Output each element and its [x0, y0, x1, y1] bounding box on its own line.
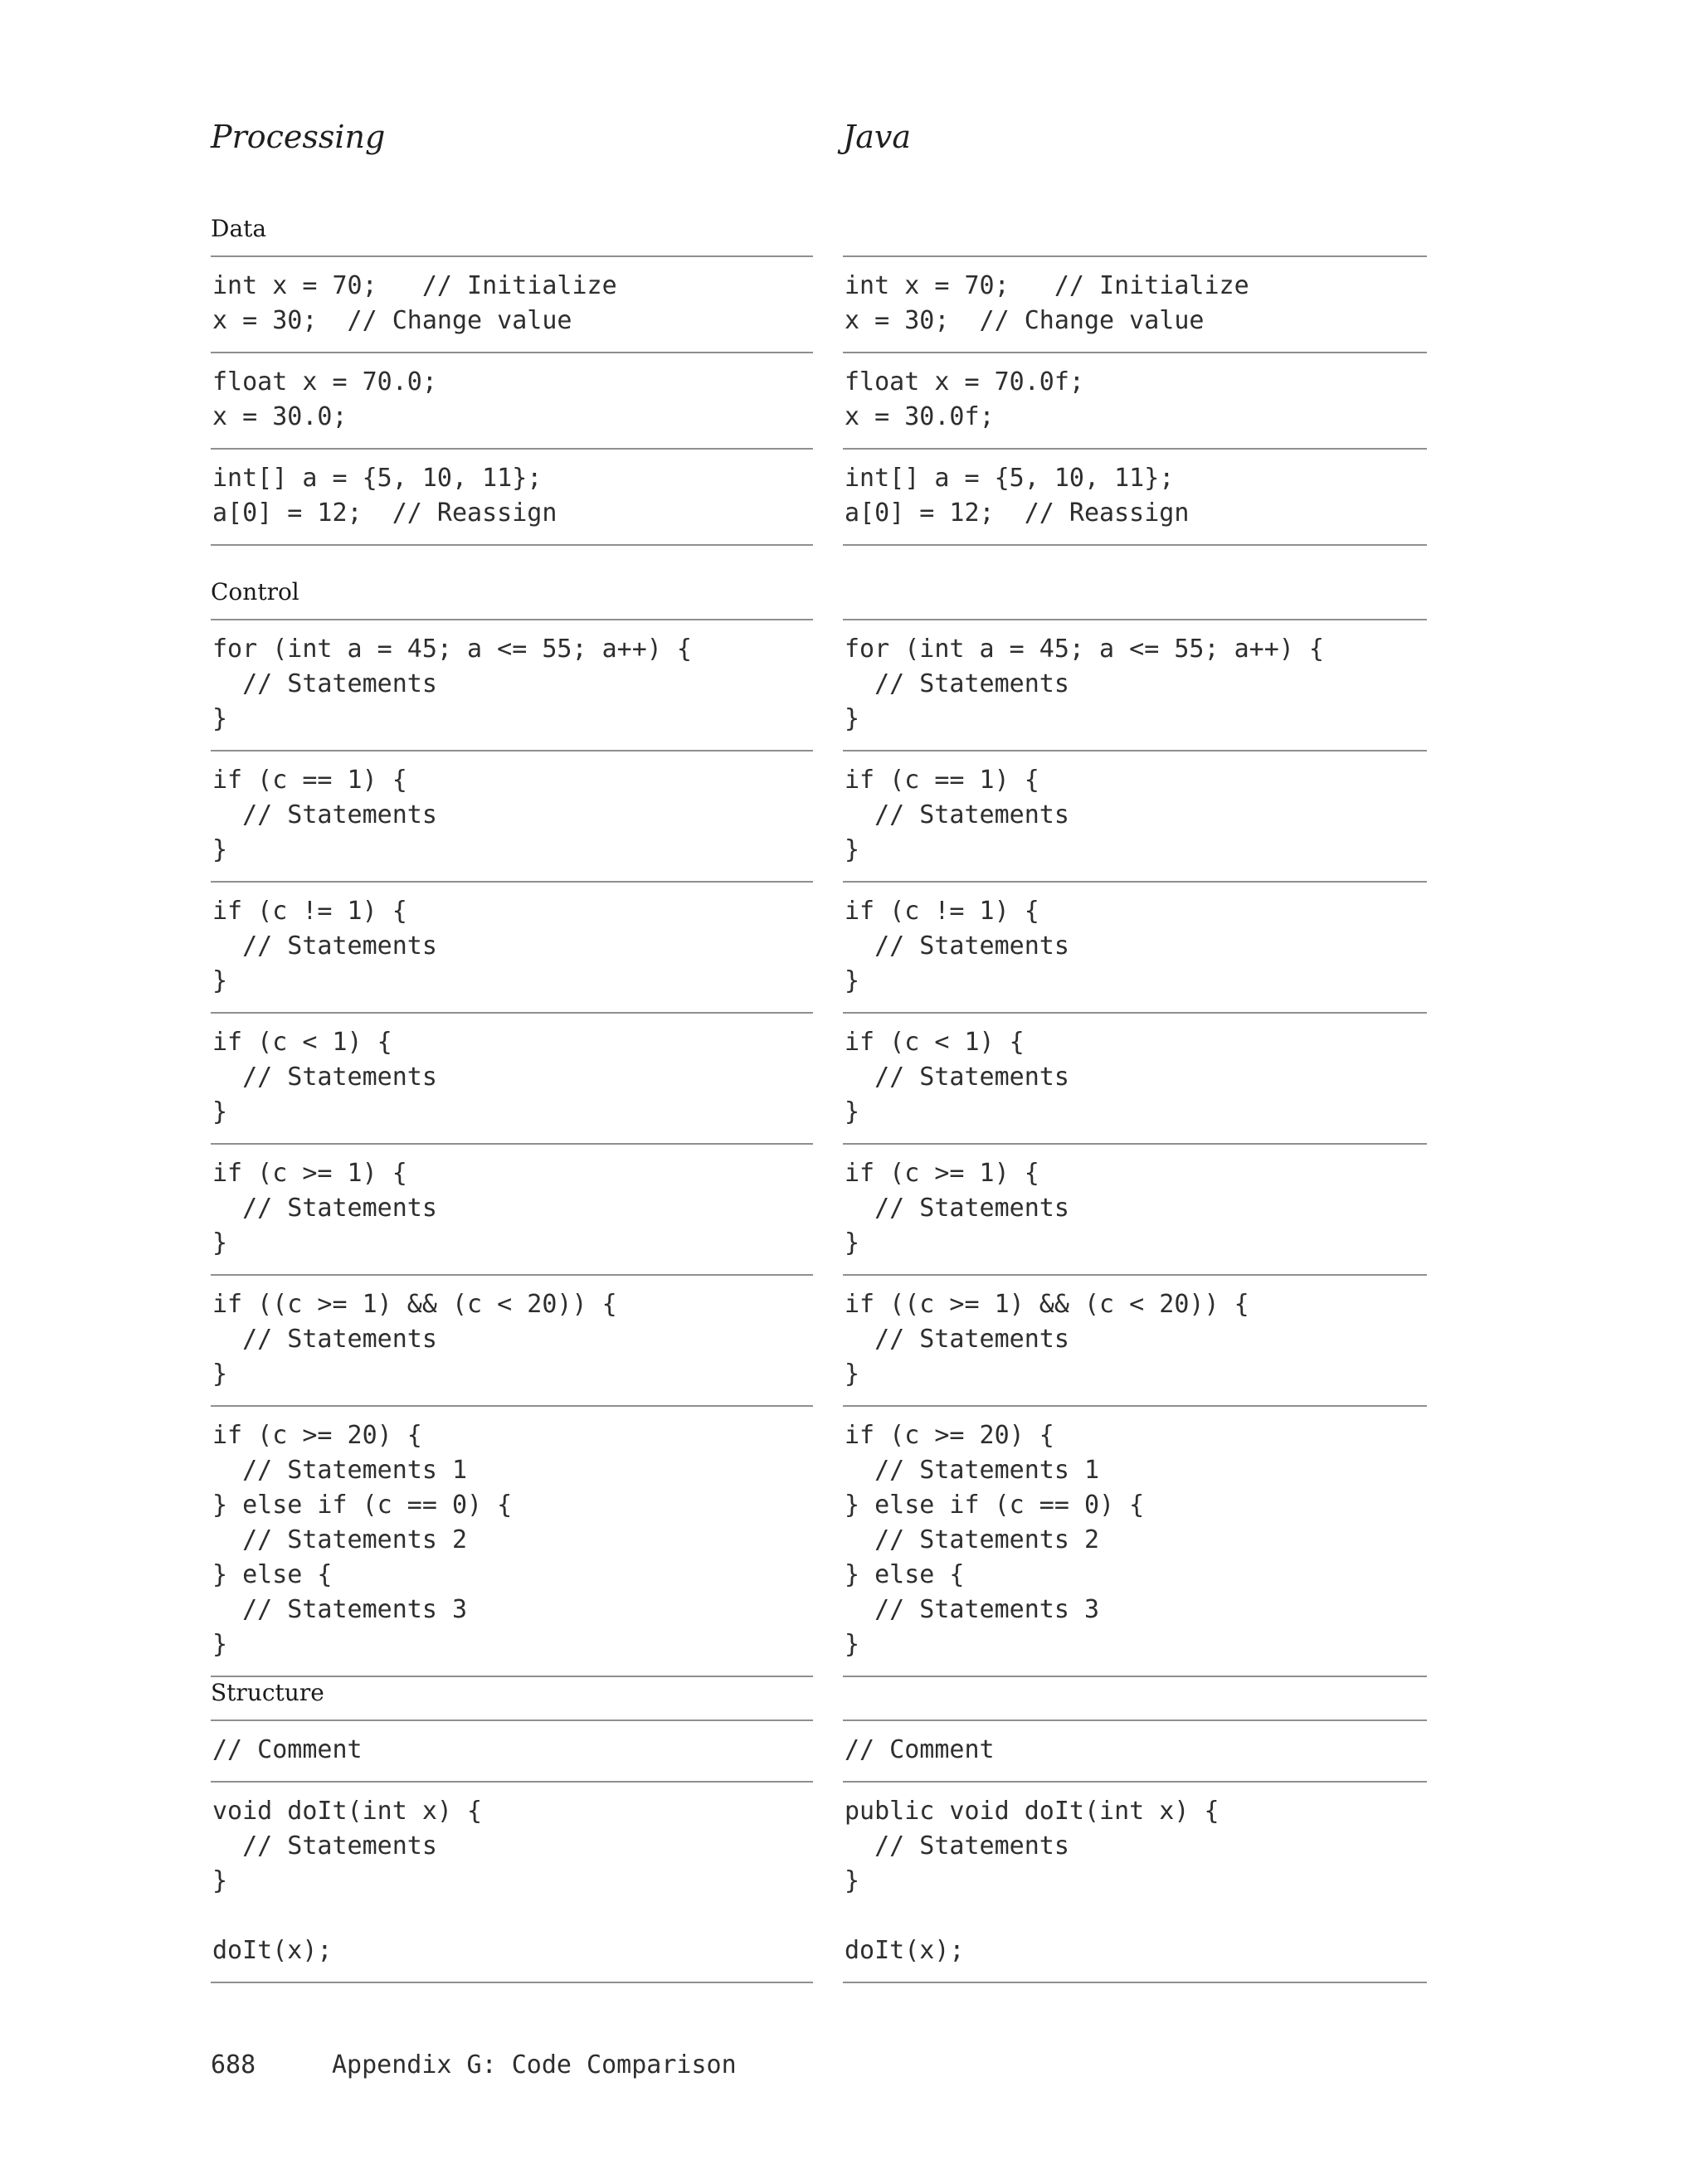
code-text: if (c >= 1) { // Statements } — [845, 1159, 1069, 1257]
code-block — [211, 1721, 813, 1783]
code-text: if (c >= 20) { // Statements 1 } else if (c == 0) { // Statements 2 } else { // Statements 3 } — [845, 1421, 1145, 1659]
code-text: int[] a = {5, 10, 11}; a[0] = 12; // Reassign — [212, 464, 557, 528]
code-block — [843, 752, 1427, 883]
code-block — [843, 353, 1427, 450]
code-text: if (c == 1) { // Statements } — [845, 766, 1069, 864]
code-block — [843, 1145, 1427, 1276]
running-title: Appendix G: Code Comparison — [332, 2050, 737, 2079]
code-block — [843, 450, 1427, 546]
code-block — [211, 1276, 813, 1407]
code-text: if (c < 1) { // Statements } — [212, 1028, 437, 1126]
code-block — [211, 450, 813, 546]
code-text: if (c < 1) { // Statements } — [845, 1028, 1069, 1126]
code-block — [843, 1407, 1427, 1677]
code-block — [843, 1014, 1427, 1145]
code-text: int x = 70; // Initialize x = 30; // Change value — [845, 271, 1249, 335]
code-text: // Comment — [845, 1735, 995, 1764]
code-block — [211, 1014, 813, 1145]
code-block — [211, 353, 813, 450]
java-column-heading: Java — [843, 119, 912, 155]
code-block — [211, 883, 813, 1014]
section-title: Control — [211, 578, 299, 606]
java-code-column — [843, 255, 1427, 546]
page-number: 688 — [211, 2050, 256, 2079]
code-text: if (c != 1) { // Statements } — [845, 897, 1069, 995]
section-title: Data — [211, 215, 267, 242]
code-text: float x = 70.0f; x = 30.0f; — [845, 367, 1084, 431]
code-text: if (c >= 1) { // Statements } — [212, 1159, 437, 1257]
code-text: public void doIt(int x) { // Statements } doIt(x); — [845, 1797, 1219, 1965]
code-block — [843, 257, 1427, 353]
code-block — [211, 257, 813, 353]
code-text: if (c != 1) { // Statements } — [212, 897, 437, 995]
code-text: void doIt(int x) { // Statements } doIt(x); — [212, 1797, 483, 1965]
code-block — [843, 620, 1427, 752]
code-text: int x = 70; // Initialize x = 30; // Change value — [212, 271, 617, 335]
processing-column-heading: Processing — [211, 119, 386, 155]
code-block — [843, 1721, 1427, 1783]
processing-code-column — [211, 1719, 813, 1983]
code-block — [843, 883, 1427, 1014]
section-title: Structure — [211, 1679, 324, 1706]
java-code-column — [843, 619, 1427, 1677]
code-block — [843, 1783, 1427, 1983]
code-block — [211, 1145, 813, 1276]
code-block — [211, 1783, 813, 1983]
code-text: for (int a = 45; a <= 55; a++) { // Statements } — [845, 635, 1324, 733]
code-text: if ((c >= 1) && (c < 20)) { // Statements } — [212, 1290, 617, 1389]
code-text: float x = 70.0; x = 30.0; — [212, 367, 437, 431]
java-code-column — [843, 1719, 1427, 1983]
code-text: if (c >= 20) { // Statements 1 } else if (c == 0) { // Statements 2 } else { // Statements 3 } — [212, 1421, 513, 1659]
code-block — [211, 620, 813, 752]
code-text: if (c == 1) { // Statements } — [212, 766, 437, 864]
code-block — [843, 1276, 1427, 1407]
processing-code-column — [211, 619, 813, 1677]
code-text: for (int a = 45; a <= 55; a++) { // Statements } — [212, 635, 692, 733]
code-block — [211, 1407, 813, 1677]
page-footer — [211, 2049, 737, 2082]
code-text: int[] a = {5, 10, 11}; a[0] = 12; // Reassign — [845, 464, 1190, 528]
code-text: // Comment — [212, 1735, 363, 1764]
processing-code-column — [211, 255, 813, 546]
code-block — [211, 752, 813, 883]
code-text: if ((c >= 1) && (c < 20)) { // Statements } — [845, 1290, 1249, 1389]
